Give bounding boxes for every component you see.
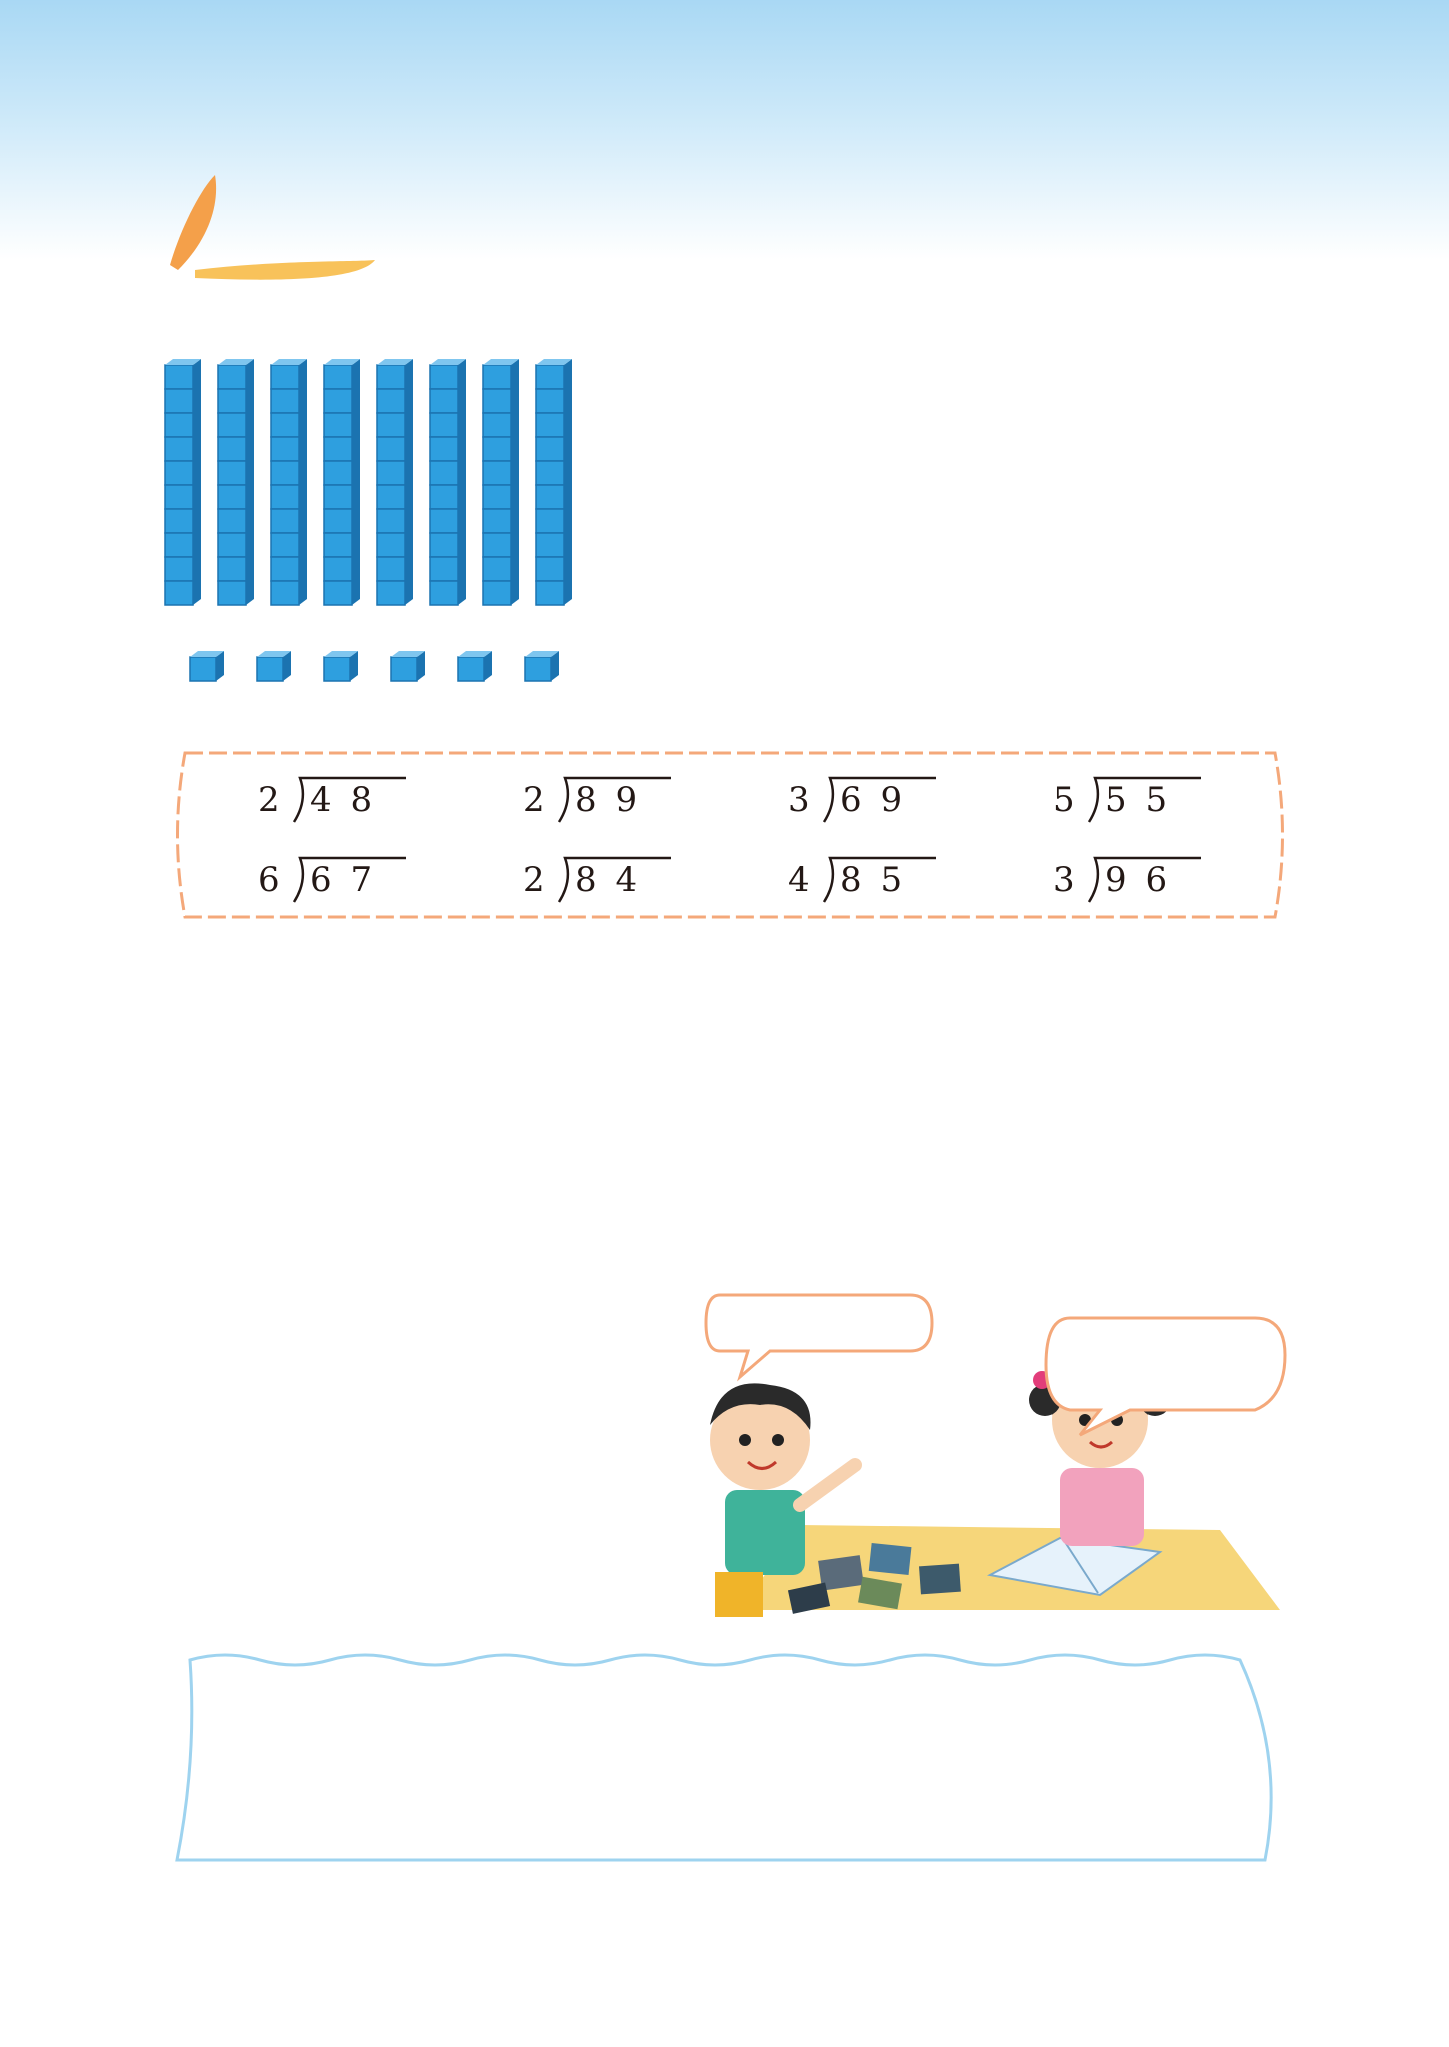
dividend: 6 9: [840, 780, 907, 820]
boy-shirt: [725, 1490, 805, 1575]
dividend: 8 5: [840, 860, 907, 900]
boy-speech-bubble: [700, 1285, 940, 1385]
divisor: 4: [788, 860, 810, 900]
dividend: 4 8: [310, 780, 377, 820]
girl-speech-bubble: [1040, 1310, 1290, 1440]
divisor: 3: [788, 780, 810, 820]
q5-box: [165, 1648, 1295, 1873]
divisor: 6: [258, 860, 280, 900]
dividend: 8 4: [575, 860, 642, 900]
divisor: 3: [1053, 860, 1075, 900]
divisor: 2: [258, 780, 280, 820]
girl-shirt: [1060, 1468, 1144, 1546]
dividend: 5 5: [1105, 780, 1172, 820]
divisor: 2: [523, 860, 545, 900]
divisor: 2: [523, 780, 545, 820]
dividend: 9 6: [1105, 860, 1172, 900]
dividend: 8 9: [575, 780, 642, 820]
divisor: 5: [1053, 780, 1075, 820]
dividend: 6 7: [310, 860, 377, 900]
